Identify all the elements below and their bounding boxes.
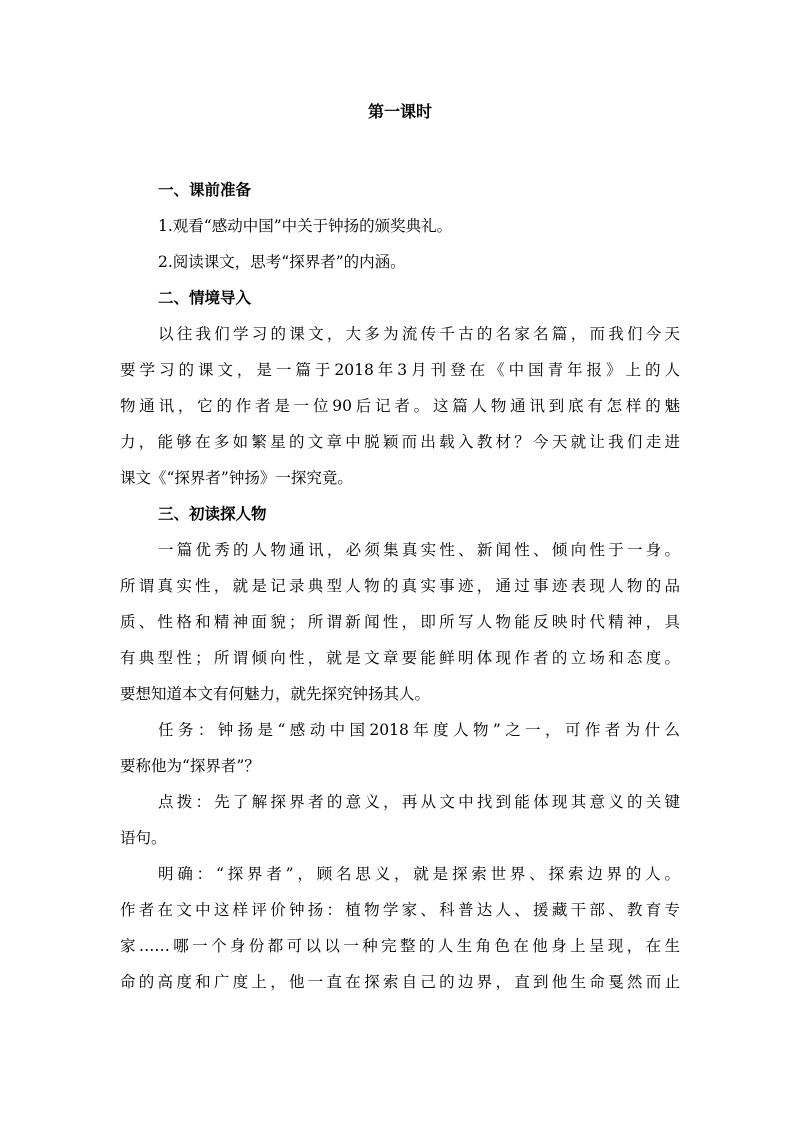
paragraph-line: 质、性格和精神面貌；所谓新闻性，即所写人物能反映时代精神，具 bbox=[120, 613, 680, 631]
paragraph-line: 1.观看“感动中国”中关于钟扬的颁奖典礼。 bbox=[158, 217, 453, 235]
section-heading: 一、课前准备 bbox=[158, 180, 252, 199]
paragraph-line: 要想知道本文有何魅力，就先探究钟扬其人。 bbox=[120, 685, 431, 703]
paragraph-line: 一篇优秀的人物通讯，必须集真实性、新闻性、倾向性于一身。 bbox=[158, 541, 680, 559]
paragraph-line: 作者在文中这样评价钟扬：植物学家、科普达人、援藏干部、教育专 bbox=[120, 901, 680, 919]
paragraph-line: 点拨：先了解探界者的意义，再从文中找到能体现其意义的关键 bbox=[158, 793, 680, 811]
paragraph-line: 物通讯，它的作者是一位90后记者。这篇人物通讯到底有怎样的魅 bbox=[120, 397, 680, 415]
paragraph-line: 命的高度和广度上，他一直在探索自己的边界，直到他生命戛然而止 bbox=[120, 973, 680, 991]
page-title: 第一课时 bbox=[367, 102, 432, 121]
document-page bbox=[120, 0, 680, 1123]
paragraph-line: 任务：钟扬是“感动中国2018年度人物”之一，可作者为什么 bbox=[158, 721, 680, 739]
section-heading: 二、情境导入 bbox=[158, 288, 252, 307]
paragraph-line: 语句。 bbox=[120, 829, 167, 847]
paragraph-line: 有典型性；所谓倾向性，就是文章要能鲜明体现作者的立场和态度。 bbox=[120, 649, 680, 667]
paragraph-line: 要学习的课文，是一篇于2018年3月刊登在《中国青年报》上的人 bbox=[120, 361, 680, 379]
paragraph-line: 要称他为“探界者”？ bbox=[120, 757, 260, 775]
paragraph-line: 家……哪一个身份都可以以一种完整的人生角色在他身上呈现，在生 bbox=[120, 937, 680, 955]
paragraph-line: 课文《“探界者”钟扬》一探究竟。 bbox=[120, 469, 353, 487]
paragraph-line: 以往我们学习的课文，大多为流传千古的名家名篇，而我们今天 bbox=[158, 325, 680, 343]
section-heading: 三、初读探人物 bbox=[158, 504, 267, 523]
document-body bbox=[120, 172, 680, 1000]
paragraph-line: 2.阅读课文，思考“探界者”的内涵。 bbox=[158, 253, 406, 271]
paragraph-line: 明确：“探界者”，顾名思义，就是探索世界、探索边界的人。 bbox=[158, 865, 680, 883]
paragraph-line: 力，能够在多如繁星的文章中脱颖而出载入教材？今天就让我们走进 bbox=[120, 433, 680, 451]
paragraph-line: 所谓真实性，就是记录典型人物的真实事迹，通过事迹表现人物的品 bbox=[120, 577, 680, 595]
